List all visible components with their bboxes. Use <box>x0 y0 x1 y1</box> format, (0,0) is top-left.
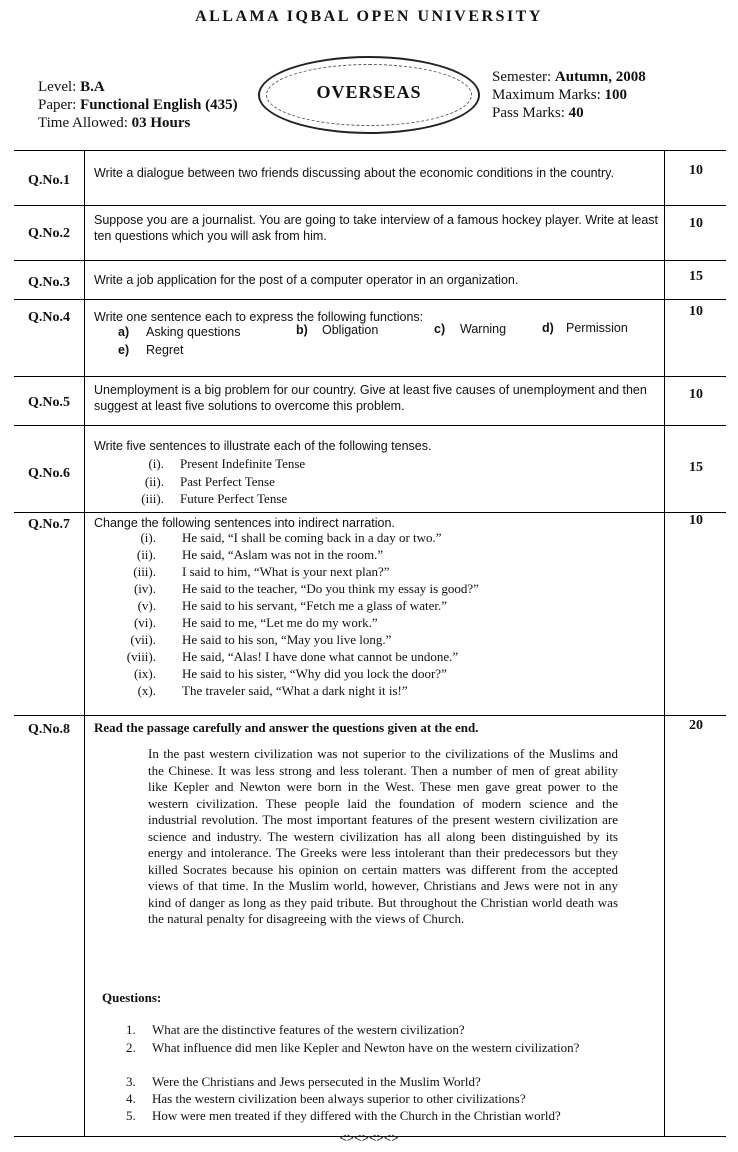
question-number: Q.No.6 <box>28 466 70 481</box>
question-row-6 <box>14 425 726 512</box>
item-numeral: (iii). <box>141 491 164 506</box>
university-title: ALLAMA IQBAL OPEN UNIVERSITY <box>195 8 543 25</box>
semester-value: Autumn, 2008 <box>554 69 646 85</box>
item-numeral: (x). <box>137 683 156 698</box>
narration-sentence: He said, “I shall be coming back in a day or two.” <box>182 530 442 545</box>
level-value: B.A <box>80 79 105 95</box>
item-numeral: (i). <box>148 456 164 471</box>
stamp-text: OVERSEAS <box>316 82 422 102</box>
semester-line <box>492 68 646 86</box>
narration-sentence: I said to him, “What is your next plan?” <box>182 564 390 579</box>
semester-label: Semester: <box>492 69 552 85</box>
question-marks: 10 <box>689 513 703 528</box>
option-text: Regret <box>146 343 184 357</box>
question-marks: 10 <box>689 387 703 402</box>
max-marks-value: 100 <box>604 87 627 103</box>
item-numeral: (vii). <box>130 632 156 647</box>
paper-line <box>38 96 238 114</box>
pass-marks-value: 40 <box>568 105 584 121</box>
narration-sentence: He said, “Alas! I have done what cannot be undone.” <box>182 649 459 664</box>
narration-sentence: He said to me, “Let me do my work.” <box>182 615 378 630</box>
item-numeral: (ii). <box>136 547 156 562</box>
narration-sentence: He said to his servant, “Fetch me a glass of water.” <box>182 598 447 613</box>
question-row-3 <box>14 260 726 299</box>
questions-table <box>14 150 726 1137</box>
question-text: Write a job application for the post of a computer operator in an organization. <box>94 273 519 287</box>
comprehension-number: 3. <box>126 1074 136 1089</box>
comprehension-question: What are the distinctive features of the western civilization? <box>152 1022 465 1037</box>
question-row-8 <box>14 715 726 1137</box>
paper-value: Functional English (435) <box>80 97 238 113</box>
comprehension-question: How were men treated if they differed with the Church in the Christian world? <box>152 1108 561 1123</box>
question-marks: 15 <box>689 460 703 475</box>
question-text: Write five sentences to illustrate each of the following tenses. <box>94 439 432 453</box>
item-numeral: (i). <box>140 530 156 545</box>
item-numeral: (v). <box>137 598 156 613</box>
question-text: Change the following sentences into indirect narration. <box>94 516 395 530</box>
question-marks: 10 <box>689 216 703 231</box>
comprehension-question: What influence did men like Kepler and Newton have on the western civilization? <box>152 1040 580 1055</box>
comprehension-number: 4. <box>126 1091 136 1106</box>
option-letter: e) <box>118 343 130 357</box>
question-number: Q.No.2 <box>28 226 70 241</box>
question-number: Q.No.8 <box>28 722 70 737</box>
narration-sentence: He said to his son, “May you live long.” <box>182 632 392 647</box>
reading-passage: In the past western civilization was not superior to the civilizations of the Muslims and the Chinese. It was less strong and less tolerant. Then a number of men of great ability like Kepler and Newton were born in the West. These men gave great power to the western civilization. These people laid the foundation of modern science and the industrial revolution. The most important features of the present western civilization are science and industry. The western civilization has all along been distinguished by its energy and intolerance. The Greeks were less intolerant than their predecessors but they killed Socrates because his opinion on certain matters was different from the accepted views of that time. In the Muslim world, however, Christians and Jews were not in any kind of danger as long as they paid tribute. But throughout the Christian world death was the natural penalty for disagreeing with the views of Church. <box>148 746 618 926</box>
item-numeral: (viii). <box>126 649 156 664</box>
max-marks-label: Maximum Marks: <box>492 87 601 103</box>
item-numeral: (iii). <box>133 564 156 579</box>
question-text: Read the passage carefully and answer the questions given at the end. <box>94 720 479 735</box>
question-row-2 <box>14 205 726 260</box>
option-text: Warning <box>460 322 507 336</box>
tense-item: Present Indefinite Tense <box>180 456 306 471</box>
option-letter: d) <box>542 321 554 335</box>
comprehension-number: 1. <box>126 1022 136 1037</box>
pass-marks-label: Pass Marks: <box>492 105 565 121</box>
overseas-stamp <box>258 56 480 134</box>
question-marks: 15 <box>689 269 703 284</box>
questions-label: Questions: <box>102 990 162 1005</box>
option-text: Asking questions <box>146 325 241 339</box>
narration-sentence: He said to his sister, “Why did you lock the door?” <box>182 666 447 681</box>
question-row-1 <box>14 150 726 205</box>
narration-sentence: The traveler said, “What a dark night it is!” <box>182 683 408 698</box>
question-text: Write one sentence each to express the following functions: <box>94 310 424 324</box>
narration-sentence: He said, “Aslam was not in the room.” <box>182 547 384 562</box>
question-text: Unemployment is a big problem for our country. Give at least five causes of unemployment and then suggest at least five solutions to overcome this problem. <box>94 383 647 413</box>
paper-label: Paper: <box>38 97 77 113</box>
pass-marks-line <box>492 104 646 122</box>
question-row-5 <box>14 376 726 425</box>
tense-item: Future Perfect Tense <box>180 491 288 506</box>
end-marker: <><><><> <box>339 1130 399 1145</box>
question-row-4 <box>14 299 726 376</box>
item-numeral: (vi). <box>133 615 156 630</box>
option-text: Obligation <box>322 323 379 337</box>
time-label: Time Allowed: <box>38 115 128 131</box>
level-line <box>38 78 238 96</box>
question-marks: 10 <box>689 304 703 319</box>
question-marks: 20 <box>689 718 703 733</box>
question-number: Q.No.5 <box>28 395 70 410</box>
time-line <box>38 114 238 132</box>
option-letter: c) <box>434 322 446 336</box>
option-letter: b) <box>296 323 308 337</box>
item-numeral: (ii). <box>144 474 164 489</box>
question-row-7 <box>14 512 726 715</box>
question-number: Q.No.1 <box>28 173 70 188</box>
comprehension-number: 2. <box>126 1040 136 1055</box>
narration-sentence: He said to the teacher, “Do you think my essay is good?” <box>182 581 479 596</box>
item-numeral: (iv). <box>133 581 156 596</box>
comprehension-question: Has the western civilization been always superior to other civilizations? <box>152 1091 526 1106</box>
item-numeral: (ix). <box>133 666 156 681</box>
max-marks-line <box>492 86 646 104</box>
question-number: Q.No.4 <box>28 310 70 325</box>
question-text: Suppose you are a journalist. You are going to take interview of a famous hockey player. Write at least ten questions which you will ask from him. <box>94 213 658 243</box>
question-number: Q.No.3 <box>28 275 70 290</box>
option-text: Permission <box>566 321 628 335</box>
question-marks: 10 <box>689 163 703 178</box>
paper-info <box>38 78 238 132</box>
question-number: Q.No.7 <box>28 517 70 532</box>
comprehension-question: Were the Christians and Jews persecuted in the Muslim World? <box>152 1074 481 1089</box>
level-label: Level: <box>38 79 77 95</box>
question-text: Write a dialogue between two friends discussing about the economic conditions in the country. <box>94 166 614 180</box>
tense-item: Past Perfect Tense <box>180 474 275 489</box>
comprehension-number: 5. <box>126 1108 136 1123</box>
option-letter: a) <box>118 325 130 339</box>
exam-info <box>492 68 646 122</box>
time-value: 03 Hours <box>131 115 191 131</box>
